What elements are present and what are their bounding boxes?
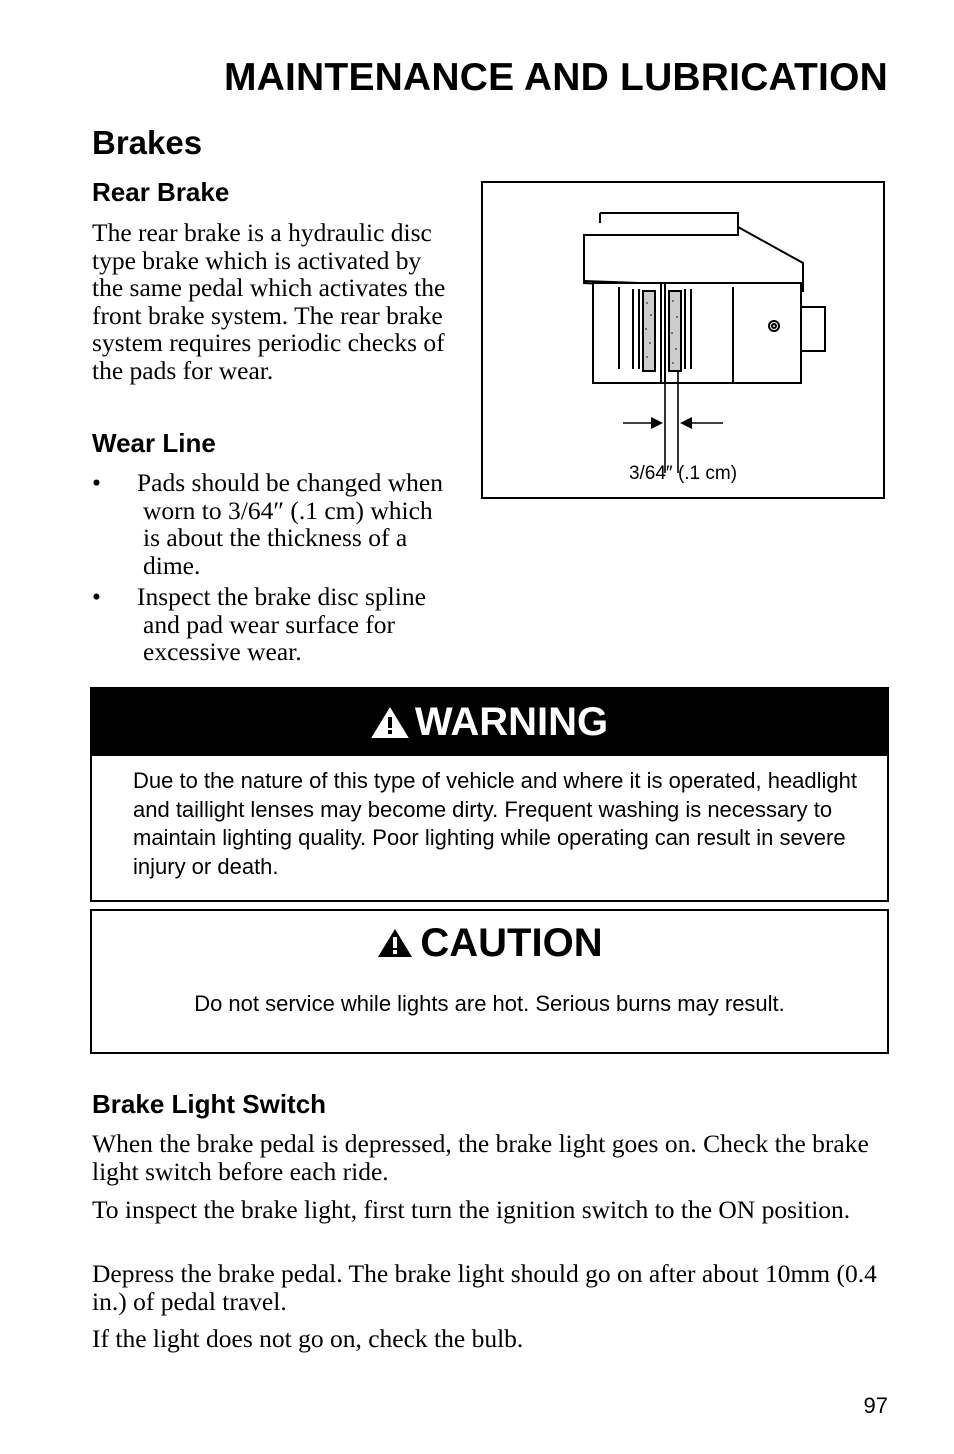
wear-line-list — [92, 469, 452, 670]
bullet-icon: • — [92, 582, 101, 611]
caution-header — [92, 917, 887, 969]
rear-brake-heading: Rear Brake — [92, 177, 230, 207]
brake-caliper-illustration — [483, 183, 883, 497]
section-title: Brakes — [92, 124, 203, 161]
brake-light-paragraph: Depress the brake pedal. The brake light should go on after about 10mm (0.4 in.) of pedal travel. — [92, 1259, 877, 1316]
caution-title: CAUTION — [420, 920, 603, 965]
page-number: 97 — [863, 1393, 888, 1418]
warning-title: WARNING — [414, 700, 609, 744]
warning-triangle-icon — [371, 707, 409, 739]
figure-caption: 3/64″ (.1 cm) — [628, 463, 738, 484]
bullet-icon: • — [92, 468, 101, 497]
rear-brake-paragraph: The rear brake is a hydraulic disc type brake which is activated by the same pedal which activates the front brake system. The rear brake system requires periodic checks of the pads for wear. — [92, 218, 446, 385]
caution-box — [90, 909, 889, 1054]
warning-text: Due to the nature of this type of vehicle and where it is operated, headlight and taillight lenses may become dirty. Frequent washing is necessary to maintain lighting quality. Poor lighting while operating can result in severe injury or death. — [133, 768, 858, 879]
brake-pad-figure — [481, 181, 885, 499]
list-item-text: Inspect the brake disc spline and pad wear surface for excessive wear. — [137, 582, 426, 666]
wear-line-heading: Wear Line — [92, 428, 216, 458]
list-item — [92, 583, 452, 666]
brake-light-switch-heading: Brake Light Switch — [92, 1089, 327, 1119]
chapter-title: MAINTENANCE AND LUBRICATION — [223, 56, 888, 99]
warning-header — [92, 689, 887, 756]
caution-triangle-icon — [376, 927, 414, 959]
list-item — [92, 469, 452, 579]
caution-text: Do not service while lights are hot. Serious burns may result. — [194, 991, 785, 1016]
warning-box — [90, 687, 889, 902]
list-item-text: Pads should be changed when worn to 3/64″ (.1 cm) which is about the thickness of a dime. — [137, 468, 443, 580]
brake-light-paragraph: To inspect the brake light, first turn the ignition switch to the ON position. — [92, 1195, 851, 1224]
brake-light-paragraph: When the brake pedal is depressed, the brake light goes on. Check the brake light switch before each ride. — [92, 1129, 869, 1186]
brake-light-paragraph: If the light does not go on, check the bulb. — [92, 1324, 524, 1353]
